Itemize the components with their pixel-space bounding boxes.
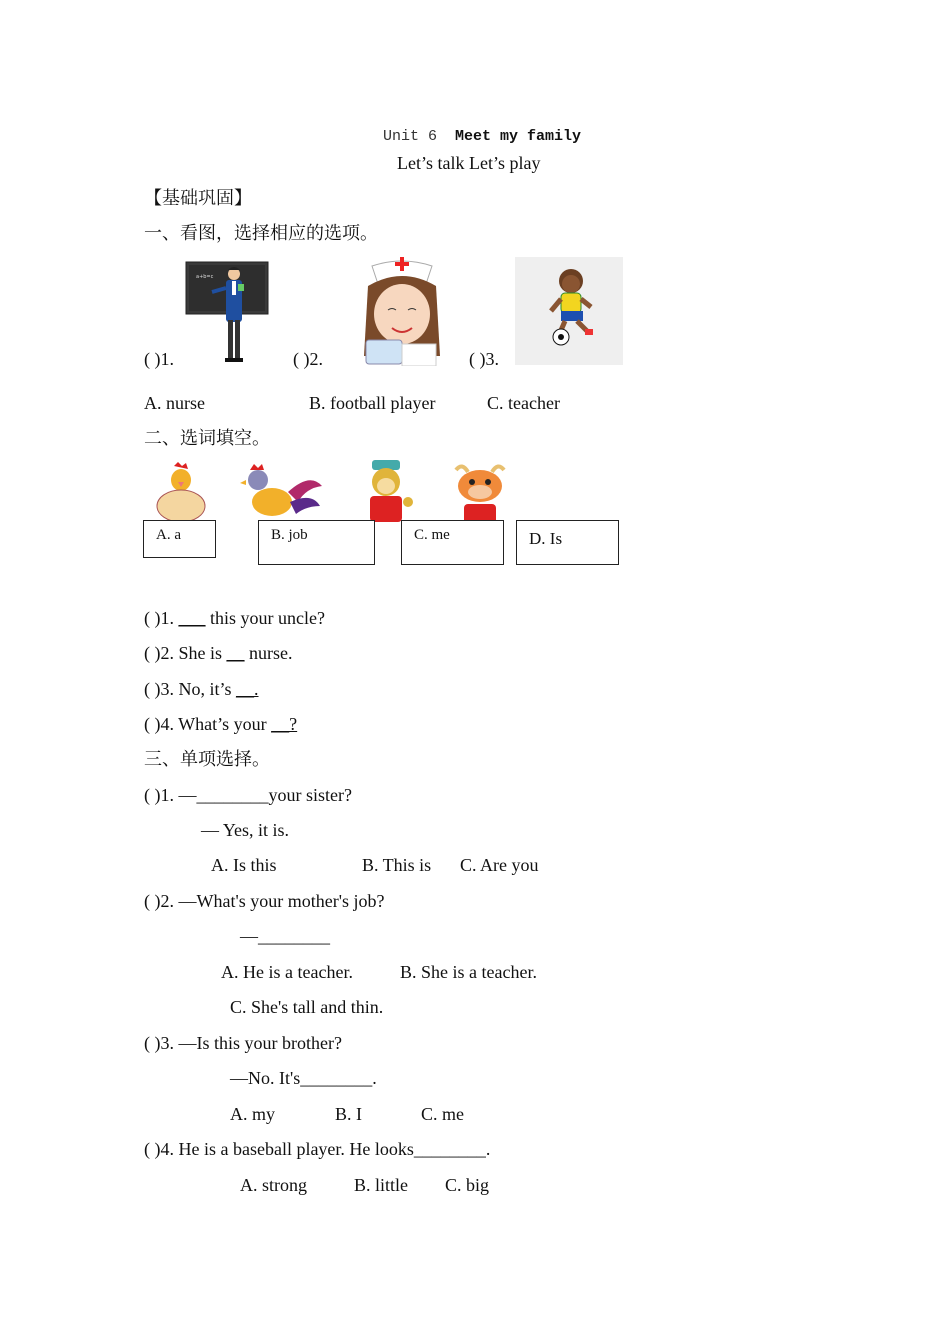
title-unit: Unit 6 bbox=[383, 128, 438, 145]
part2-q2-post: nurse. bbox=[244, 643, 293, 663]
part3-q2-option-a: A. He is a teacher. bbox=[221, 962, 353, 982]
ox-picture bbox=[450, 462, 510, 524]
part2-q2-blank: __ bbox=[226, 643, 245, 663]
part2-heading: 二、选词填空。 bbox=[144, 428, 270, 448]
part1-option-b: B. football player bbox=[309, 393, 436, 413]
part3-q1-answer: — Yes, it is. bbox=[201, 820, 290, 840]
word-d: D. Is bbox=[529, 529, 563, 548]
part3-q4-stem: ( )4. He is a baseball player. He looks________. bbox=[144, 1139, 491, 1159]
part3-q4-option-c: C. big bbox=[445, 1175, 490, 1195]
section-basic: 【基础巩固】 bbox=[144, 188, 252, 208]
part2-q3-blank: __. bbox=[236, 679, 259, 699]
chick-picture bbox=[150, 462, 212, 524]
part3-q2-answer: —________ bbox=[240, 926, 330, 946]
part2-q2-pre: ( )2. She is bbox=[144, 643, 227, 663]
part1-option-a: A. nurse bbox=[144, 393, 205, 413]
teacher-picture bbox=[184, 258, 272, 366]
part2-q3-pre: ( )3. No, it’s bbox=[144, 679, 236, 699]
word-box-c bbox=[401, 520, 504, 565]
part2-q4-blank: __? bbox=[271, 714, 298, 734]
part3-q2-stem: ( )2. —What's your mother's job? bbox=[144, 891, 385, 911]
part2-q1 bbox=[144, 607, 325, 629]
part3-q3-option-a: A. my bbox=[230, 1104, 275, 1124]
title-name: Meet my family bbox=[455, 128, 582, 145]
part2-q3 bbox=[144, 678, 259, 700]
word-c: C. me bbox=[414, 527, 450, 543]
svg-text:a+b=c: a+b=c bbox=[196, 274, 214, 280]
rooster-picture bbox=[240, 462, 324, 524]
part3-q2-option-c: C. She's tall and thin. bbox=[230, 997, 384, 1017]
part2-q4 bbox=[144, 713, 297, 735]
part1-option-c: C. teacher bbox=[487, 393, 560, 413]
part3-q4-option-b: B. little bbox=[354, 1175, 408, 1195]
part1-item-3: ( )3. bbox=[469, 349, 499, 369]
part2-q1-pre: ( )1. bbox=[144, 608, 179, 628]
part3-q3-answer: —No. It's________. bbox=[230, 1068, 377, 1088]
word-box-d bbox=[516, 520, 619, 565]
monkey-picture bbox=[358, 458, 418, 526]
word-a: A. a bbox=[156, 527, 181, 543]
part3-q3-stem: ( )3. —Is this your brother? bbox=[144, 1033, 342, 1053]
football-player-picture bbox=[515, 257, 623, 365]
subtitle: Let’s talk Let’s play bbox=[397, 153, 541, 173]
part1-item-1: ( )1. bbox=[144, 349, 174, 369]
part3-q1-stem: ( )1. —________your sister? bbox=[144, 785, 352, 805]
part3-q3-option-c: C. me bbox=[421, 1104, 464, 1124]
part2-q4-pre: ( )4. What’s your bbox=[144, 714, 272, 734]
part1-heading: 一、看图，选择相应的选项。 bbox=[144, 223, 378, 243]
part3-q2-option-b: B. She is a teacher. bbox=[400, 962, 537, 982]
part3-q1-option-a: A. Is this bbox=[211, 855, 277, 875]
part3-q4-option-a: A. strong bbox=[240, 1175, 307, 1195]
part2-q1-post: this your uncle? bbox=[205, 608, 325, 628]
part1-item-2: ( )2. bbox=[293, 349, 323, 369]
nurse-picture bbox=[356, 256, 448, 366]
word-box-b bbox=[258, 520, 375, 565]
part2-q1-blank: ___ bbox=[178, 608, 206, 628]
part3-q3-option-b: B. I bbox=[335, 1104, 362, 1124]
part2-q2 bbox=[144, 642, 293, 664]
word-box-a bbox=[143, 520, 216, 558]
title-line bbox=[383, 128, 581, 145]
part3-heading: 三、单项选择。 bbox=[144, 749, 270, 769]
word-b: B. job bbox=[271, 527, 308, 543]
part3-q1-option-b: B. This is bbox=[362, 855, 432, 875]
part3-q1-option-c: C. Are you bbox=[460, 855, 539, 875]
